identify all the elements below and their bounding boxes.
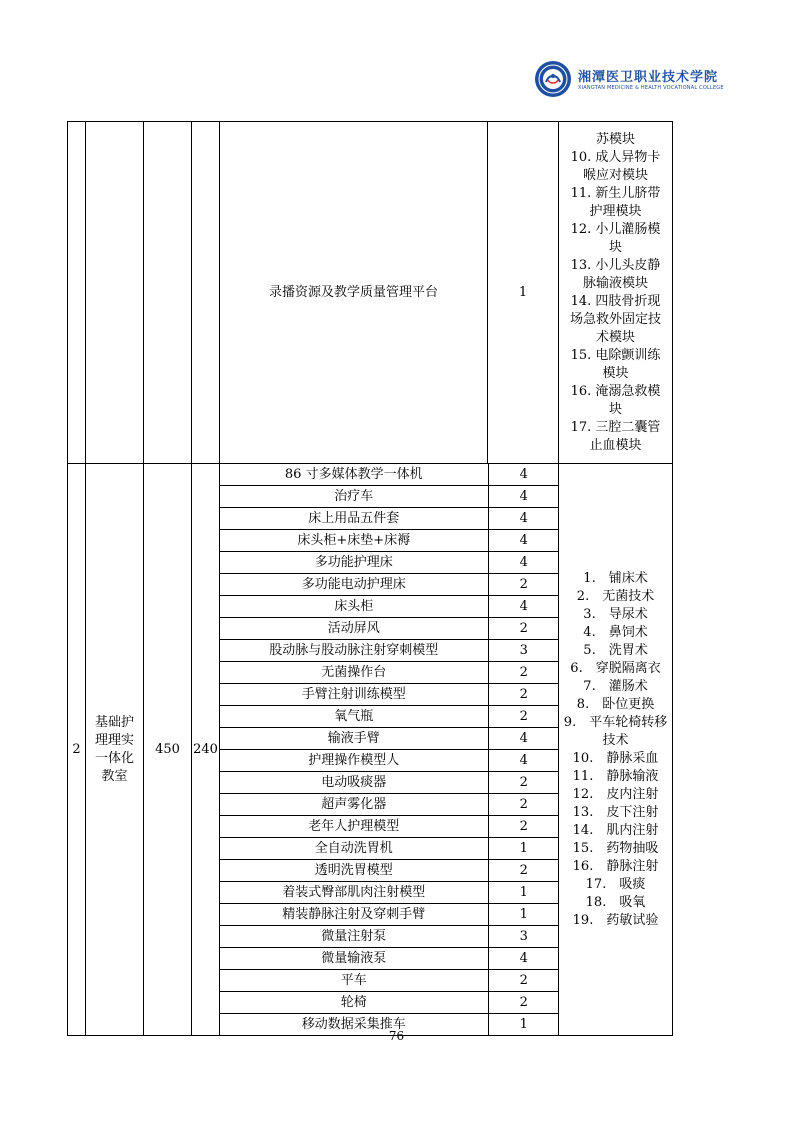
module-line: 术模块 [595,329,635,345]
equipment-quantity: 2 [488,684,559,706]
skill-line: 13. 皮下注射 [572,804,659,820]
area-cell: 450 [144,464,192,1036]
room-cell [86,464,144,1036]
module-line: 10. 成人异物卡 [570,149,661,165]
room-cell [86,122,144,464]
equipment-quantity: 2 [488,706,559,728]
skill-line: 4. 鼻饲术 [583,624,648,640]
equipment-name: 多功能电动护理床 [220,574,488,596]
equipment-quantity: 1 [488,838,559,860]
equipment-name: 平车 [220,970,488,992]
equipment-row [220,926,559,948]
equipment-row [220,970,559,992]
equipment-quantity: 1 [488,904,559,926]
skill-line: 12. 皮内注射 [572,786,659,802]
equipment-quantity: 1 [488,122,559,464]
equipment-quantity: 2 [488,772,559,794]
equipment-quantity: 2 [488,794,559,816]
equipment-row [220,706,559,728]
module-line: 12. 小儿灌肠模 [570,221,661,237]
equipment-quantity: 4 [488,728,559,750]
training-modules [559,122,673,464]
equipment-row [220,750,559,772]
module-line: 止血模块 [589,437,642,453]
equipment-name: 老年人护理模型 [220,816,488,838]
module-line: 喉应对模块 [582,167,648,183]
equipment-quantity: 2 [488,662,559,684]
equipment-row [220,838,559,860]
equipment-row [220,596,559,618]
equipment-name: 床头柜+床垫+床褥 [220,530,488,552]
room-name-line: 基础护 [94,714,134,730]
equipment-name: 多功能护理床 [220,552,488,574]
module-line: 苏模块 [595,131,635,147]
equipment-row [220,530,559,552]
area-cell [144,122,192,464]
module-line: 脉输液模块 [582,275,648,291]
equipment-name: 移动数据采集推车 [220,1014,488,1036]
equipment-name: 超声雾化器 [220,794,488,816]
page-header [534,60,724,100]
skill-line: 3. 导尿术 [583,606,648,622]
module-line: 13. 小儿头皮静 [570,257,661,273]
module-line: 16. 淹溺急救模 [570,383,661,399]
equipment-name: 精装静脉注射及穿刺手臂 [220,904,488,926]
page-number: 76 [388,1029,405,1043]
equipment-name: 微量输液泵 [220,948,488,970]
equipment-quantity: 4 [488,486,559,508]
module-line: 护理模块 [589,203,642,219]
table-row [68,464,673,1036]
equipment-row [220,662,559,684]
skill-line: 10. 静脉采血 [572,750,659,766]
skill-line: 18. 吸氧 [585,894,646,910]
equipment-row [220,486,559,508]
module-line: 块 [608,401,622,417]
skill-line: 7. 灌肠术 [583,678,648,694]
equipment-row [220,508,559,530]
equipment-row [220,860,559,882]
equipment-name: 手臂注射训练模型 [220,684,488,706]
skill-line: 2. 无菌技术 [576,588,655,604]
college-logo-icon [534,60,572,98]
equipment-row [220,464,559,486]
equipment-name: 录播资源及教学质量管理平台 [220,122,488,464]
equipment-quantity: 4 [488,948,559,970]
number-cell [68,122,86,464]
equipment-quantity: 4 [488,530,559,552]
equipment-name: 护理操作模型人 [220,750,488,772]
equipment-name: 治疗车 [220,486,488,508]
equipment-quantity: 1 [488,1014,559,1036]
equipment-name: 氧气瓶 [220,706,488,728]
equipment-row [220,794,559,816]
equipment-name: 股动脉与股动脉注射穿刺模型 [220,640,488,662]
equipment-row [220,684,559,706]
equipment-row [220,904,559,926]
skill-line: 19. 药敏试验 [572,912,659,928]
equipment-name: 床上用品五件套 [220,508,488,530]
module-line: 14. 四肢骨折现 [570,293,661,309]
equipment-list [220,464,559,1035]
module-line: 场急救外固定技 [569,311,661,327]
equipment-name: 活动屏风 [220,618,488,640]
equipment-name: 全自动洗胃机 [220,838,488,860]
equipment-quantity: 4 [488,508,559,530]
equipment-row [220,618,559,640]
room-name-line: 理理实 [94,732,134,748]
equipment-row [220,728,559,750]
equipment-row [220,816,559,838]
equipment-quantity: 4 [488,750,559,772]
equipment-quantity: 2 [488,970,559,992]
equipment-quantity: 3 [488,640,559,662]
equipment-quantity: 2 [488,860,559,882]
capacity-cell: 240 [192,464,220,1036]
equipment-name: 电动吸痰器 [220,772,488,794]
equipment-list-body [220,464,559,1035]
equipment-table [67,121,673,1036]
equipment-row [220,640,559,662]
skill-line: 5. 洗胃术 [583,642,648,658]
skill-line: 1. 铺床术 [583,570,648,586]
equipment-name: 轮椅 [220,992,488,1014]
table-row [68,122,673,464]
module-line: 15. 电除颤训练 [570,347,661,363]
equipment-quantity: 3 [488,926,559,948]
equipment-quantity: 4 [488,596,559,618]
equipment-quantity: 4 [488,552,559,574]
equipment-row [220,948,559,970]
equipment-name: 床头柜 [220,596,488,618]
room-name-line: 教室 [101,768,128,784]
room-name-line: 一体化 [94,750,134,766]
capacity-cell [192,122,220,464]
skill-line: 8. 卧位更换 [576,696,655,712]
equipment-quantity: 4 [488,464,559,486]
equipment-quantity: 2 [488,618,559,640]
skill-line: 11. 静脉输液 [572,768,659,784]
equipment-quantity: 2 [488,574,559,596]
equipment-list-cell [220,464,559,1036]
module-line: 块 [608,239,622,255]
skill-line: 9. 平车轮椅转移 [563,714,668,730]
module-line: 模块 [602,365,629,381]
equipment-name: 输液手臂 [220,728,488,750]
equipment-quantity: 2 [488,992,559,1014]
equipment-name: 透明洗胃模型 [220,860,488,882]
equipment-name: 微量注射泵 [220,926,488,948]
equipment-quantity: 1 [488,882,559,904]
equipment-name: 无菌操作台 [220,662,488,684]
equipment-name: 着装式臀部肌肉注射模型 [220,882,488,904]
equipment-row [220,552,559,574]
skill-line: 14. 肌内注射 [572,822,659,838]
equipment-name: 86 寸多媒体教学一体机 [284,467,423,482]
number-cell: 2 [68,464,86,1036]
module-line: 11. 新生儿脐带 [570,185,661,201]
training-skills [559,464,673,1036]
skill-line: 16. 静脉注射 [572,858,659,874]
skill-line: 技术 [602,732,629,748]
skill-line: 6. 穿脱隔离衣 [570,660,661,676]
school-name: 湘潭医卫职业技术学院 [578,70,719,85]
equipment-row [220,772,559,794]
equipment-row [220,882,559,904]
module-line: 17. 三腔二囊管 [570,419,661,435]
skill-line: 15. 药物抽吸 [572,840,659,856]
school-name-english: XIANGTAN MEDICINE & HEALTH VOCATIONAL COLLEGE [578,85,724,91]
equipment-quantity: 2 [488,816,559,838]
equipment-row [220,992,559,1014]
equipment-row [220,574,559,596]
skill-line: 17. 吸痰 [585,876,646,892]
